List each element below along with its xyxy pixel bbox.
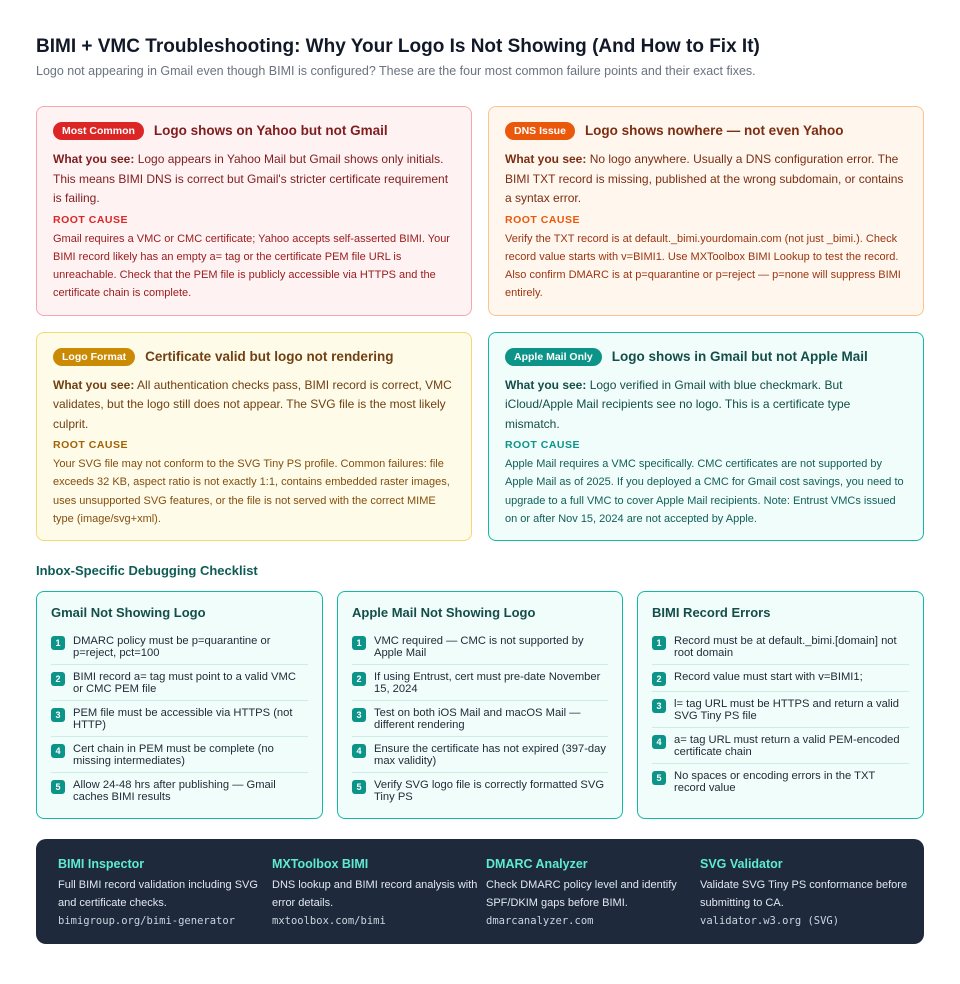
checklist-title: Inbox-Specific Debugging Checklist <box>36 563 258 579</box>
see-text: No logo anywhere. Usually a DNS configuration error. The BIMI TXT record is missing, published at the wrong subdomain, or contains a syntax error. <box>505 152 904 205</box>
issue-cards <box>36 106 924 541</box>
list-item-text: Record value must start with v=BIMI1; <box>674 671 863 684</box>
what-you-see <box>505 150 907 209</box>
step-number: 2 <box>652 672 666 686</box>
card-title: Logo shows in Gmail but not Apple Mail <box>611 348 868 364</box>
what-you-see <box>505 376 907 435</box>
see-text: Logo verified in Gmail with blue checkmark. But iCloud/Apple Mail recipients see no logo. This is a certificate type mismatch. <box>505 377 851 431</box>
tool-mxtoolbox-bimi <box>272 856 486 929</box>
root-cause-text: Verify the TXT record is at default._bimi.yourdomain.com (not just _bimi.). Check record value starts with v=BIMI1. Use MXToolbox BIMI Lookup to test the record. Also confirm DMARC is at p=quarantine or p=reject — p=none will suppress BIMI entirely. <box>505 232 901 300</box>
checklist-apple-mail <box>337 591 623 819</box>
status-badge: Logo Format <box>53 348 135 366</box>
see-text: All authentication checks pass, BIMI record is correct, VMC validates, but the logo still does not appear. The SVG file is the most likely culprit. <box>53 377 452 431</box>
list-item-text: No spaces or encoding errors in the TXT record value <box>674 770 876 795</box>
list-item <box>352 671 608 701</box>
tool-description: Validate SVG Tiny PS conformance before submitting to CA. <box>700 879 908 910</box>
list-item-text: Test on both iOS Mail and macOS Mail — different rendering <box>374 707 581 732</box>
tool-name: DMARC Analyzer <box>486 857 588 872</box>
tool-svg-validator <box>700 856 914 929</box>
see-label: What you see: <box>53 152 135 166</box>
tool-dmarc-analyzer <box>486 856 700 929</box>
list-item-text: BIMI record a= tag must point to a valid VMC or CMC PEM file <box>73 671 296 696</box>
card-title: Logo shows nowhere — not even Yahoo <box>584 123 844 138</box>
list-item-text: Cert chain in PEM must be complete (no missing intermediates) <box>73 743 274 768</box>
card-header <box>53 348 455 366</box>
tool-bimi-inspector <box>58 856 272 929</box>
page-subtitle: Logo not appearing in Gmail even though BIMI is configured? These are the four most common failure points and their exact fixes. <box>36 64 756 78</box>
tool-url: mxtoolbox.com/bimi <box>272 915 386 928</box>
list-item <box>652 671 909 692</box>
see-label: What you see: <box>505 152 587 166</box>
list-item <box>352 779 608 808</box>
root-cause-label: ROOT CAUSE <box>53 439 129 452</box>
step-number: 3 <box>652 699 666 713</box>
tool-description: DNS lookup and BIMI record analysis with error details. <box>272 879 478 910</box>
card-header <box>53 122 455 140</box>
step-number: 4 <box>352 744 366 758</box>
tool-url: validator.w3.org (SVG) <box>700 915 840 928</box>
status-badge: Most Common <box>53 122 144 140</box>
status-badge: Apple Mail Only <box>505 348 602 366</box>
list-item-text: VMC required — CMC is not supported by Apple Mail <box>374 635 584 660</box>
root-cause-text: Gmail requires a VMC or CMC certificate; Yahoo accepts self-asserted BIMI. Your BIMI record likely has an empty a= tag or the certificate PEM file URL is unreachable. Check that the PEM file is publicly accessible via HTTPS and the certificate chain is complete. <box>53 232 450 300</box>
list-item <box>352 635 608 665</box>
list-item-text: DMARC policy must be p=quarantine or p=reject, pct=100 <box>73 635 271 660</box>
tool-name: MXToolbox BIMI <box>272 857 369 872</box>
step-number: 2 <box>352 672 366 686</box>
step-number: 5 <box>352 780 366 794</box>
step-number: 1 <box>652 636 666 650</box>
what-you-see <box>53 150 455 209</box>
checklist-gmail <box>36 591 323 819</box>
list-item-text: If using Entrust, cert must pre-date November 15, 2024 <box>374 671 601 696</box>
list-item <box>51 707 308 737</box>
tool-url: dmarcanalyzer.com <box>486 915 594 928</box>
tool-description: Full BIMI record validation including SVG and certificate checks. <box>58 879 258 910</box>
status-badge: DNS Issue <box>505 122 575 140</box>
step-number: 4 <box>652 735 666 749</box>
list-item-text: PEM file must be accessible via HTTPS (not HTTP) <box>73 707 293 732</box>
what-you-see <box>53 376 455 435</box>
list-item <box>51 743 308 773</box>
card-header <box>505 348 907 366</box>
checklist-column-title: Apple Mail Not Showing Logo <box>352 605 536 621</box>
list-item <box>652 635 909 665</box>
list-item <box>652 734 909 764</box>
step-number: 1 <box>352 636 366 650</box>
issue-card-apple-mail <box>488 332 924 542</box>
list-item-text: Allow 24-48 hrs after publishing — Gmail caches BIMI results <box>73 779 276 804</box>
root-cause-label: ROOT CAUSE <box>53 213 129 226</box>
page-title: BIMI + VMC Troubleshooting: Why Your Logo Is Not Showing (And How to Fix It) <box>36 36 760 57</box>
checklist-bimi-record <box>637 591 924 819</box>
checklist-column-title: BIMI Record Errors <box>652 605 771 621</box>
card-title: Logo shows on Yahoo but not Gmail <box>153 123 388 138</box>
tool-name: SVG Validator <box>700 857 783 872</box>
issue-card-logo-format <box>36 332 472 542</box>
list-item <box>51 671 308 701</box>
list-item <box>352 707 608 737</box>
step-number: 3 <box>51 708 65 722</box>
list-item-text: Ensure the certificate has not expired (397-day max validity) <box>374 743 606 768</box>
step-number: 3 <box>352 708 366 722</box>
list-item <box>652 770 909 799</box>
see-label: What you see: <box>505 377 587 392</box>
card-title: Certificate valid but logo not rendering <box>145 348 394 364</box>
root-cause-text: Your SVG file may not conform to the SVG Tiny PS profile. Common failures: file exceeds 32 KB, aspect ratio is not exactly 1:1, contains embedded raster images, uses unsupported SVG features, or the file is not served with the correct MIME type (image/svg+xml). <box>53 458 450 526</box>
card-header <box>505 122 907 140</box>
root-cause-label: ROOT CAUSE <box>505 439 581 452</box>
tool-description: Check DMARC policy level and identify SPF/DKIM gaps before BIMI. <box>486 879 677 910</box>
step-number: 1 <box>51 636 65 650</box>
list-item <box>652 698 909 728</box>
list-item-text: l= tag URL must be HTTPS and return a valid SVG Tiny PS file <box>674 698 899 723</box>
see-label: What you see: <box>53 377 135 392</box>
checklist-grid <box>36 591 924 819</box>
list-item <box>51 779 308 808</box>
list-item <box>51 635 308 665</box>
issue-card-no-logo-anywhere <box>488 106 924 316</box>
list-item-text: a= tag URL must return a valid PEM-encoded certificate chain <box>674 734 900 759</box>
step-number: 2 <box>51 672 65 686</box>
issue-card-yahoo-not-gmail <box>36 106 472 316</box>
see-text: Logo appears in Yahoo Mail but Gmail shows only initials. This means BIMI DNS is correct but Gmail's stricter certificate requirement is failing. <box>53 152 449 205</box>
tool-name: BIMI Inspector <box>58 857 145 872</box>
root-cause-text: Apple Mail requires a VMC specifically. CMC certificates are not supported by Apple Mail as of 2025. If you deployed a CMC for Gmail cost savings, you need to upgrade to a full VMC to cover Apple Mail recipients. Note: Entrust VMCs issued on or after Nov 15, 2024 are not accepted by Apple. <box>505 458 904 526</box>
list-item <box>352 743 608 773</box>
checklist-column-title: Gmail Not Showing Logo <box>51 605 206 621</box>
step-number: 5 <box>51 780 65 794</box>
list-item-text: Verify SVG logo file is correctly formatted SVG Tiny PS <box>374 779 605 804</box>
step-number: 4 <box>51 744 65 758</box>
tools-footer <box>36 839 924 944</box>
list-item-text: Record must be at default._bimi.[domain] not root domain <box>674 635 897 660</box>
root-cause-label: ROOT CAUSE <box>505 213 581 226</box>
step-number: 5 <box>652 771 666 785</box>
tool-url: bimigroup.org/bimi-generator <box>58 915 236 928</box>
